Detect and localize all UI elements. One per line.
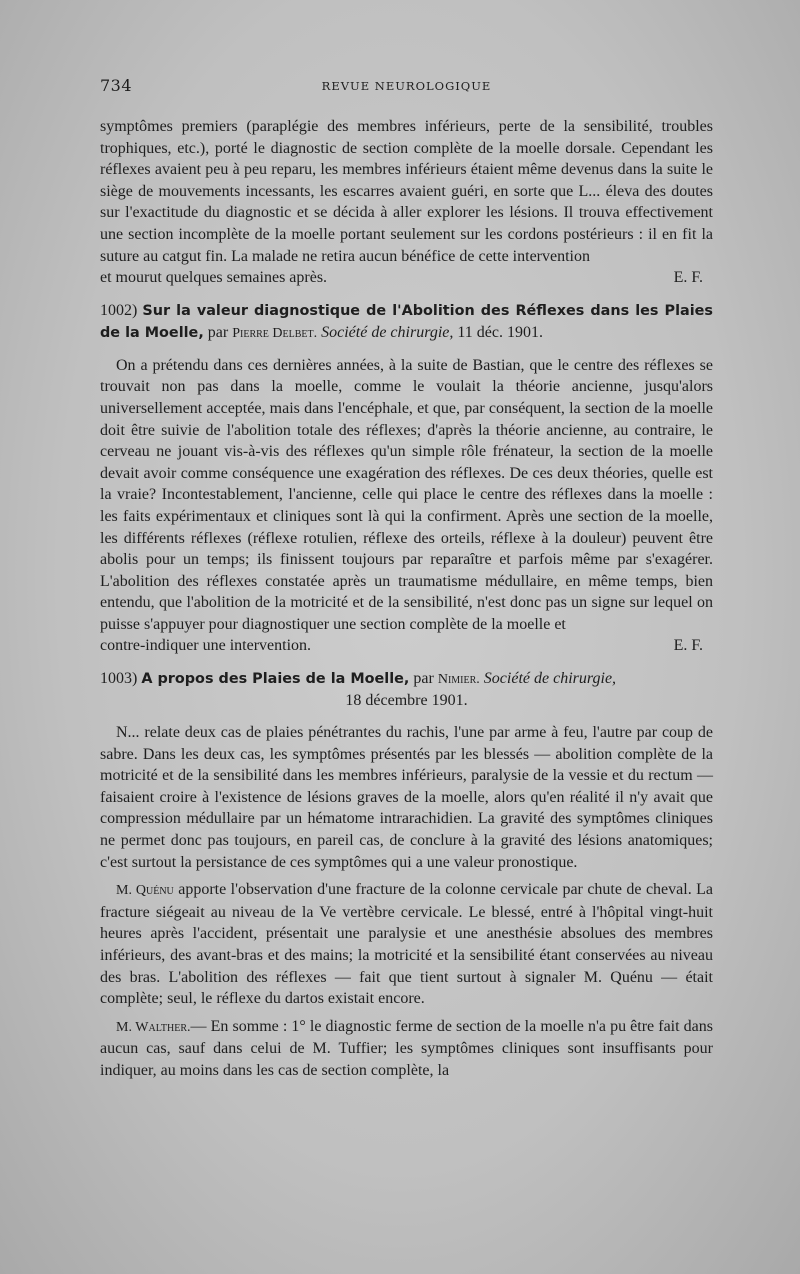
by-word: par bbox=[207, 323, 229, 341]
abstract-title: A propos des Plaies de la Moelle, bbox=[141, 671, 410, 688]
page-number: 734 bbox=[100, 76, 133, 95]
continued-paragraph-ending bbox=[100, 267, 713, 289]
abstract-1002-last-line: contre-indiquer une intervention. bbox=[100, 637, 312, 655]
abstract-1003-paragraph-3 bbox=[100, 1016, 713, 1082]
abstract-number: 1002) bbox=[100, 301, 138, 319]
paragraph-text: apporte l'observation d'une fracture de la colonne cervicale par chute de cheval. La fracture siégeait au niveau de la Ve vertèbre cervicale. Le blessé, entré à l'hôpital vingt-huit heures après l'accident, présentait une paralysie et une anesthésie absolues des membres inférieurs, des avant-bras et des mains; la motricité et la sensibilité étant conservées au niveau des bras. L'abolition des réflexes — fait que tient surtout à signaler M. Quénu — était complète; seul, le réflexe du dartos existait encore. bbox=[100, 881, 714, 1008]
speaker-name: M. Quénu bbox=[116, 883, 174, 899]
continued-paragraph bbox=[100, 116, 713, 267]
abstract-title: Sur la valeur diagnostique de l'Abolition des Réflexes dans les Plaies de la Moelle, bbox=[100, 302, 714, 341]
abstract-source: Société de chirurgie, bbox=[483, 670, 617, 688]
abstract-number: 1003) bbox=[100, 670, 138, 688]
abstract-date: 18 décembre 1901. bbox=[345, 692, 468, 710]
abstract-heading-1002 bbox=[100, 300, 713, 344]
continued-paragraph-text: symptômes premiers (paraplégie des membres inférieurs, perte de la sensibilité, troubles trophiques, etc.), porté le diagnostic de section complète de la moelle dorsale. Cependant les réflexes avaient peu à peu reparu, les membres inférieurs étaient même devenus dans la suite le siège de mouvements incessants, les escarres avaient guéri, en sorte que L... éleva des doutes sur l'exactitude du diagnostic et se décida à aller explorer les lésions. Il trouva effectivement une section incomplète de la moelle portant seulement sur les cordons postérieurs : il en fit la suture au catgut fin. La malade ne retira aucun bénéfice de cette intervention bbox=[100, 118, 713, 265]
paragraph-text: N... relate deux cas de plaies pénétrantes du rachis, l'une par arme à feu, l'autre par coup de sabre. Dans les deux cas, les symptômes présentés par les blessés — abolition complète de la motricité et de la sensibilité dans les membres inférieurs, paralysie de la vessie et du rectum — faisaient croire à l'existence de lésions graves de la moelle, alors qu'en réalité il n'y avait que compression médullaire par un hématome intrarachidien. La gravité des symptômes cliniques ne permet donc pas toujours, en pareil cas, de conclure à la gravité des lésions anatomiques; c'est surtout la persistance de ces symptômes qui a une valeur pronostique. bbox=[100, 724, 713, 871]
by-word: par bbox=[413, 670, 434, 688]
continued-paragraph-last-line: et mourut quelques semaines après. bbox=[100, 269, 328, 287]
signature: E. F. bbox=[673, 269, 703, 287]
abstract-body-1002 bbox=[100, 355, 713, 636]
paragraph-text: — En somme : 1° le diagnostic ferme de section de la moelle n'a pu être fait dans aucun cas, sauf dans celui de M. Tuffier; les symptômes cliniques sont insuffisants pour indiquer, au moins dans les cas de section complète, la bbox=[100, 1017, 714, 1079]
abstract-author: Nimier. bbox=[437, 672, 480, 688]
abstract-1003-paragraph-2 bbox=[100, 879, 713, 1010]
abstract-heading-1003 bbox=[100, 668, 713, 711]
running-title: REVUE NEUROLOGIQUE bbox=[321, 79, 492, 93]
signature: E. F. bbox=[673, 637, 703, 655]
abstract-1003-paragraph-1 bbox=[100, 722, 713, 873]
speaker-name: M. Walther. bbox=[116, 1019, 191, 1035]
page-body bbox=[100, 116, 713, 1082]
abstract-date: 11 déc. 1901. bbox=[457, 323, 543, 341]
abstract-1002-ending bbox=[100, 635, 713, 657]
page-header bbox=[100, 76, 713, 98]
abstract-body-text: On a prétendu dans ces dernières années, à la suite de Bastian, que le centre des réflexes se trouvait non pas dans la moelle, comme le voulait la théorie ancienne, jusqu'alors universellement acceptée, mais dans l'encéphale, et que, par conséquent, la section de la moelle doit être suivie de l'abolition totale des réflexes; d'après la théorie ancienne, au contraire, le cerveau ne jouant vis-à-vis des réflexes qu'un simple rôle frénateur, la section de la moelle devait avoir comme conséquence une exagération des réflexes. De ces deux théories, quelle est la vraie? Incontestablement, l'ancienne, celle qui place le centre des réflexes dans la moelle : les faits expérimentaux et cliniques sont là qui la confirment. Après une section de la moelle, les différents réflexes (réflexe rotulien, réflexe des orteils, réflexe à la douleur) peuvent être abolis pour un temps; ils finissent toujours par reparaître et parfois même par s'exagérer. L'abolition des réflexes constatée après un traumatisme médullaire, en même temps, bien entendu, que l'abolition de la motricité et de la sensibilité, n'est donc pas un signe sur lequel on puisse s'appuyer pour diagnostiquer une section complète de la moelle et bbox=[100, 356, 713, 633]
abstract-source: Société de chirurgie, bbox=[321, 323, 454, 341]
abstract-author: Pierre Delbet. bbox=[232, 325, 318, 341]
